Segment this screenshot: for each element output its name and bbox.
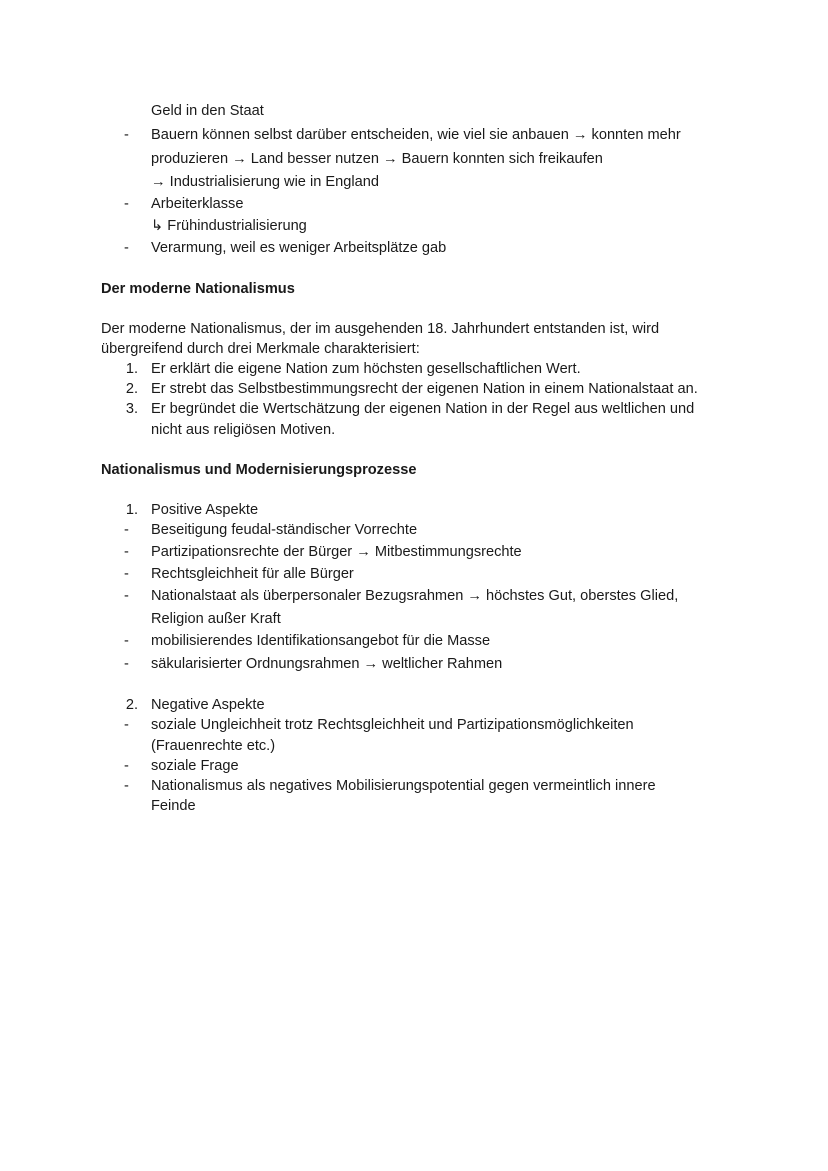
text-line: Arbeiterklasse [151,196,244,212]
bullet-dash: - [124,544,129,560]
list-item-continuation: Feinde [151,798,196,814]
list-item: mobilisierendes Identifikationsangebot für die Masse [151,633,491,649]
list-number: 2. [125,381,138,397]
list-number: 1. [125,361,138,377]
bullet-dash: - [124,240,129,256]
list-number: 1. [125,502,138,518]
list-number: 2. [125,697,138,713]
bullet-dash: - [124,196,129,212]
bullet-dash: - [124,778,129,794]
list-item: soziale Ungleichheit trotz Rechtsgleichheit und Partizipationsmöglichkeiten [151,717,634,733]
text-line: ↳ Frühindustrialisierung [151,218,307,234]
list-item: Er begründet die Wertschätzung der eigenen Nation in der Regel aus weltlichen und [151,401,695,417]
list-item: Er strebt das Selbstbestimmungsrecht der eigenen Nation in einem Nationalstaat an. [151,381,698,397]
list-item: Rechtsgleichheit für alle Bürger [151,566,354,582]
bullet-dash: - [124,566,129,582]
list-item: soziale Frage [151,758,239,774]
list-item-continuation: nicht aus religiösen Motiven. [151,422,336,438]
section-heading: Nationalismus und Modernisierungsprozesse [101,462,417,478]
bullet-dash: - [124,633,129,649]
list-item: Nationalstaat als überpersonaler Bezugsrahmen → höchstes Gut, oberstes Glied, [151,588,679,604]
text-line: Bauern können selbst darüber entscheiden, wie viel sie anbauen → konnten mehr [151,127,681,143]
text-line: produzieren → Land besser nutzen → Bauern konnten sich freikaufen [151,151,603,167]
bullet-dash: - [124,127,129,143]
bullet-dash: - [124,522,129,538]
bullet-dash: - [124,656,129,672]
paragraph-line: übergreifend durch drei Merkmale charakterisiert: [101,341,420,357]
text-line: Verarmung, weil es weniger Arbeitsplätze gab [151,240,447,256]
text-line: Geld in den Staat [151,103,264,119]
list-item: Nationalismus als negatives Mobilisierungspotential gegen vermeintlich innere [151,778,656,794]
paragraph-line: Der moderne Nationalismus, der im ausgehenden 18. Jahrhundert entstanden ist, wird [101,321,660,337]
list-item: Er erklärt die eigene Nation zum höchsten gesellschaftlichen Wert. [151,361,581,377]
subsection-title: Positive Aspekte [151,502,259,518]
bullet-dash: - [124,758,129,774]
list-item-continuation: (Frauenrechte etc.) [151,738,276,754]
text-line: → Industrialisierung wie in England [151,174,379,190]
list-number: 3. [125,401,138,417]
list-item: Beseitigung feudal-ständischer Vorrechte [151,522,418,538]
section-heading: Der moderne Nationalismus [101,281,295,297]
bullet-dash: - [124,717,129,733]
subsection-title: Negative Aspekte [151,697,265,713]
list-item: Partizipationsrechte der Bürger → Mitbestimmungsrechte [151,544,522,560]
bullet-dash: - [124,588,129,604]
list-item: säkularisierter Ordnungsrahmen → weltlicher Rahmen [151,656,503,672]
list-item-continuation: Religion außer Kraft [151,611,281,627]
